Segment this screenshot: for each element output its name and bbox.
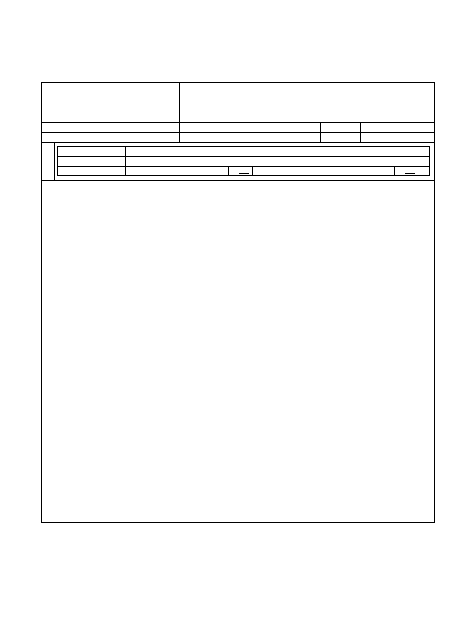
section-a-divider <box>54 142 55 180</box>
section-a-box <box>57 146 430 176</box>
section-a-line-1 <box>57 156 430 157</box>
section-a-inner-divider <box>125 146 126 176</box>
year-underline-1 <box>239 173 249 174</box>
info-line-2 <box>41 142 435 143</box>
info-line-1 <box>41 132 435 133</box>
section-a-bottom <box>41 180 435 181</box>
year-underline-2 <box>405 173 415 174</box>
header-bottom-line <box>41 122 435 123</box>
date-divider-1 <box>228 166 229 176</box>
section-a-line-2 <box>57 166 430 167</box>
header-divider <box>179 82 180 122</box>
date-divider-3 <box>394 166 395 176</box>
date-divider-2 <box>252 166 253 176</box>
